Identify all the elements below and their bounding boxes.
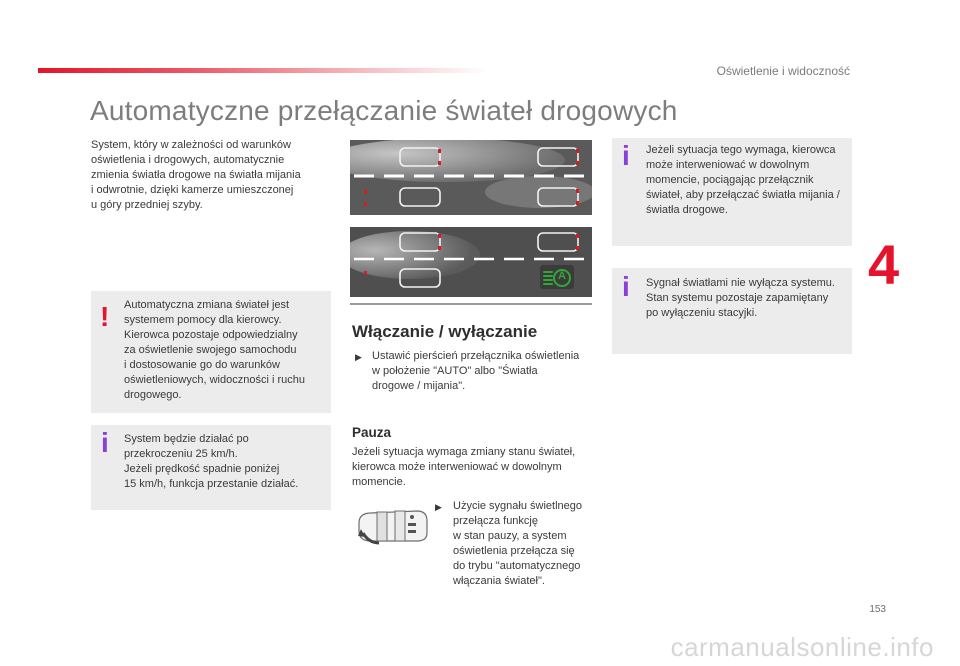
warning-box: [91, 291, 331, 413]
info-icon: i: [622, 140, 630, 171]
info-override-text: Jeżeli sytuacja tego wymaga, kierowca może interweniować w dowolnym momencie, pociągając przełącznik świateł, aby przełączać światła mijania / światła drogowe.: [646, 144, 840, 216]
info-icon: i: [101, 427, 109, 458]
warning-exclamation-icon: !: [100, 301, 110, 332]
pause-heading: Pauza: [352, 425, 392, 440]
info-icon: i: [622, 271, 630, 302]
info-box-speed: [91, 425, 331, 510]
indicator-letter: A: [558, 270, 566, 282]
light-stalk-illustration: [355, 503, 431, 549]
road-illustration-high-beam: [350, 140, 592, 215]
pause-text: Jeżeli sytuacja wymaga zmiany stanu świateł, kierowca może interweniować w dowolnym momencie.: [352, 446, 576, 488]
info-box-override: [612, 138, 852, 246]
info-box-flash: [612, 268, 852, 354]
arrow-right-bullet-icon: ▶: [355, 352, 362, 362]
page-title: Automatyczne przełączanie świateł drogowych: [90, 95, 678, 126]
info-speed-text: System będzie działać po przekroczeniu 25 km/h. Jeżeli prędkość spadnie poniżej 15 km/h, funkcja przestanie działać.: [124, 433, 299, 490]
on-off-heading: Włączanie / wyłączanie: [352, 322, 538, 341]
pause-bullet-text: Użycie sygnału świetlnego przełącza funkcję w stan pauzy, a system oświetlenia przełącza się do trybu "automatycznego włączania świateł".: [453, 500, 583, 587]
road-high-beam-svg: [350, 140, 592, 215]
arrow-right-bullet-icon: ▶: [435, 502, 442, 512]
auto-high-beam-indicator-icon: [540, 265, 574, 289]
page-number: 153: [869, 604, 886, 615]
on-off-text: Ustawić pierścień przełącznika oświetlenia w położenie "AUTO" albo "Światła drogowe / mijania".: [372, 350, 580, 392]
warning-text: Automatyczna zmiana świateł jest systemem pomocy dla kierowcy. Kierowca pozostaje odpowiedzialny za oświetlenie swojego samochodu i dostosowanie go do warunków oświetleniowych, widoczności i ruchu drogowego.: [124, 299, 305, 401]
chapter-number: 4: [868, 233, 900, 296]
intro-paragraph: System, który w zależności od warunków oświetlenia i drogowych, automatycznie zmienia światła drogowe na światła mijania i odwrotnie, dzięki kamerze umieszczonej u góry przedniej szyby.: [91, 139, 301, 211]
watermark: carmanualsonline.info: [670, 632, 934, 662]
section-title: Oświetlenie i widoczność: [716, 64, 850, 78]
section-divider: [350, 303, 592, 305]
header-accent-bar: [38, 68, 488, 73]
info-flash-text: Sygnał światłami nie wyłącza systemu. Stan systemu pozostaje zapamiętany po wyłączeniu stacyjki.: [646, 277, 835, 319]
road-illustration-auto-mode: [350, 227, 592, 297]
